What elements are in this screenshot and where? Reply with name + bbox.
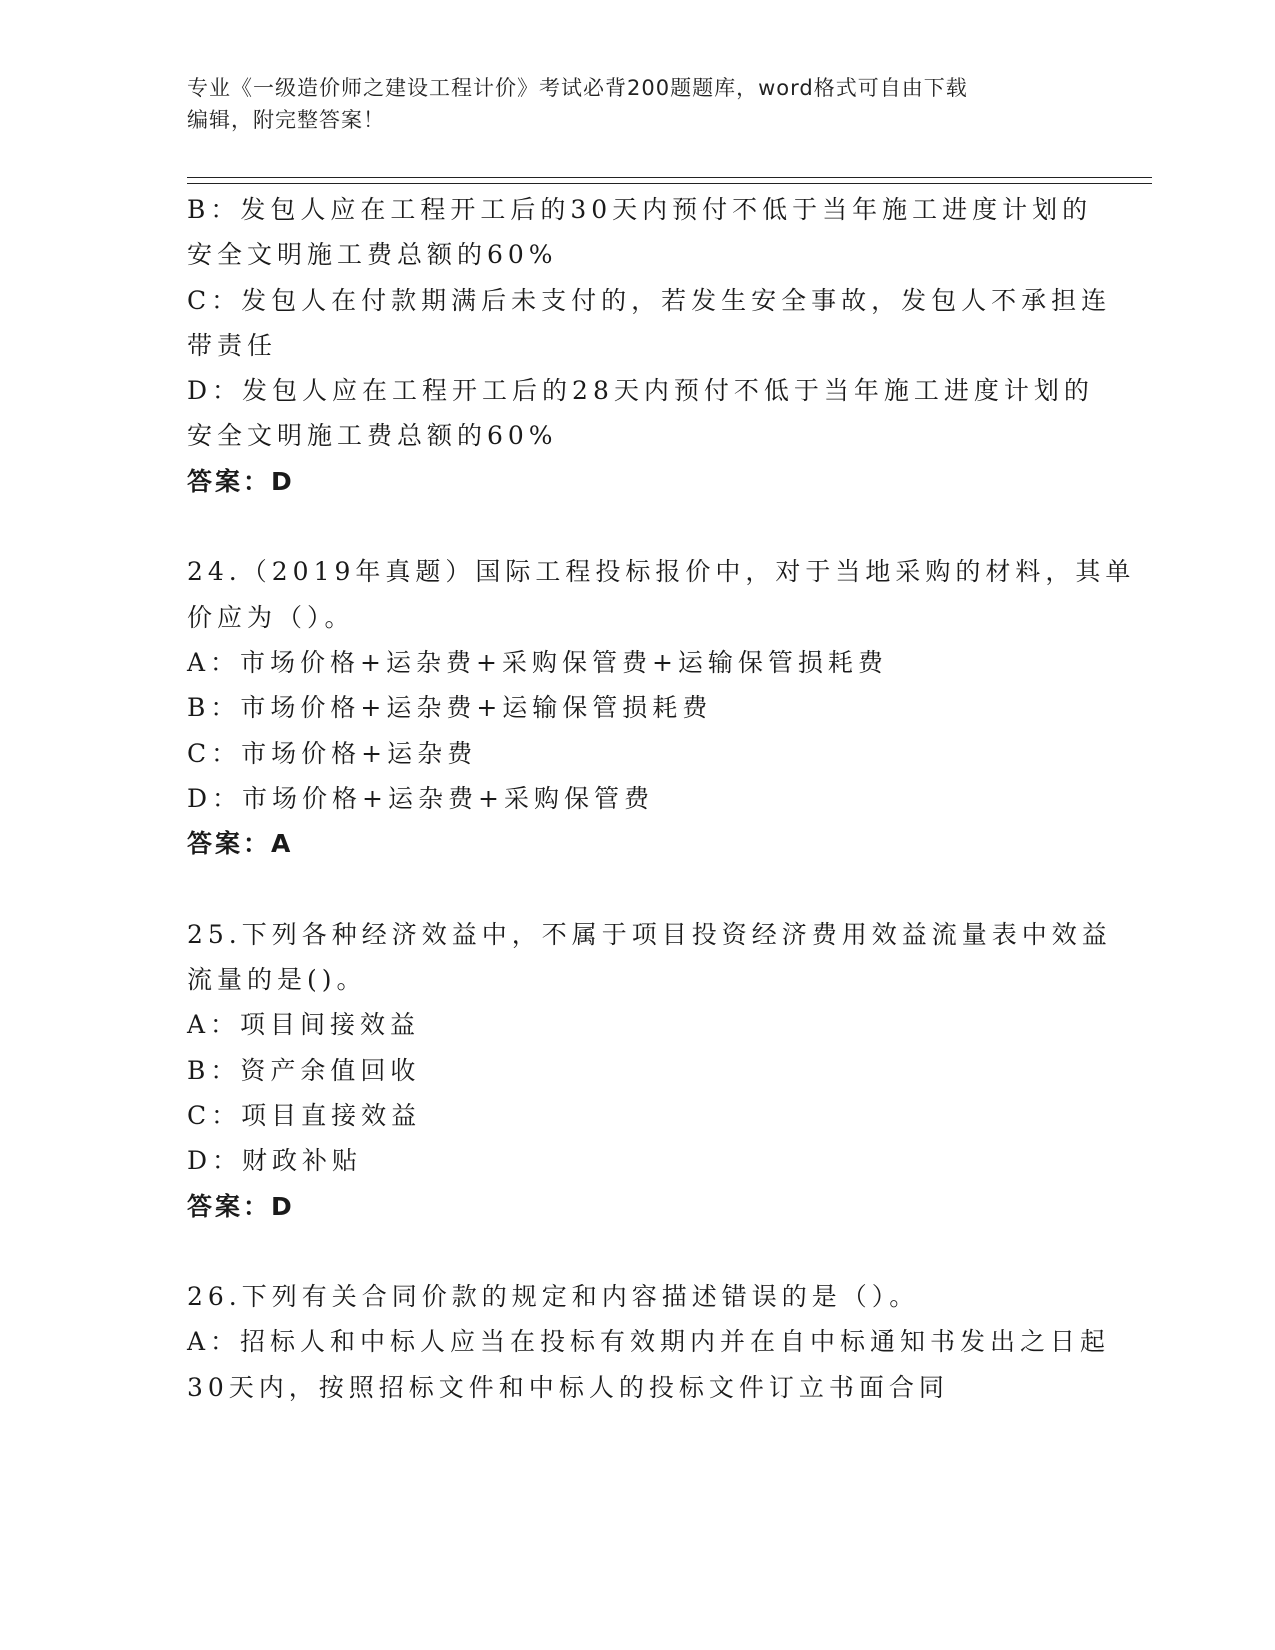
q26-stem-line-1: 26.下列有关合同价款的规定和内容描述错误的是（）。 <box>187 1282 920 1312</box>
question-24 <box>187 549 1136 866</box>
header-divider-top <box>187 177 1152 178</box>
q25-stem-line-2: 流量的是()。 <box>187 965 367 995</box>
q25-answer: 答案：D <box>187 1191 295 1221</box>
q23-option-b-line-2: 安全文明施工费总额的60% <box>187 240 558 270</box>
document-header <box>187 72 1067 136</box>
q24-stem-line-1: 24.（2019年真题）国际工程投标报价中，对于当地采购的材料，其单 <box>187 557 1136 587</box>
spacer <box>187 1229 1087 1274</box>
q23-option-c-line-2: 带责任 <box>187 330 278 360</box>
q26-option-a-line-2: 30天内，按照招标文件和中标人的投标文件订立书面合同 <box>187 1372 949 1402</box>
header-line-1: 专业《一级造价师之建设工程计价》考试必背200题题库，word格式可自由下载 <box>187 76 968 100</box>
spacer <box>187 866 1087 911</box>
q23-option-b-line-1: B：发包人应在工程开工后的30天内预付不低于当年施工进度计划的 <box>187 195 1093 224</box>
q23-option-d-line-1: D：发包人应在工程开工后的28天内预付不低于当年施工进度计划的 <box>187 376 1094 406</box>
q24-option-a: A：市场价格+运杂费+采购保管费+运输保管损耗费 <box>187 647 888 677</box>
q24-option-c: C：市场价格+运杂费 <box>187 738 478 768</box>
q26-option-a-line-1: A：招标人和中标人应当在投标有效期内并在自中标通知书发出之日起 <box>187 1327 1111 1357</box>
question-25 <box>187 912 1112 1229</box>
q23-option-d-line-2: 安全文明施工费总额的60% <box>187 421 558 451</box>
q25-option-c: C：项目直接效益 <box>187 1100 422 1130</box>
header-divider-bottom <box>187 183 1152 184</box>
header-line-2: 编辑，附完整答案！ <box>187 108 385 132</box>
q23-option-c-line-1: C：发包人在付款期满后未支付的，若发生安全事故，发包人不承担连 <box>187 285 1112 315</box>
q24-option-b: B：市场价格+运杂费+运输保管损耗费 <box>187 693 713 723</box>
q24-option-d: D：市场价格+运杂费+采购保管费 <box>187 783 654 813</box>
q25-stem-line-1: 25.下列各种经济效益中，不属于项目投资经济费用效益流量表中效益 <box>187 919 1112 949</box>
q25-option-b: B：资产余值回收 <box>187 1055 421 1085</box>
question-content <box>187 187 1136 1410</box>
q23-answer: 答案：D <box>187 466 295 496</box>
question-26 <box>187 1274 1111 1410</box>
q25-option-d: D：财政补贴 <box>187 1146 363 1176</box>
q25-option-a: A：项目间接效益 <box>187 1010 421 1040</box>
q24-answer: 答案：A <box>187 829 294 859</box>
q24-stem-line-2: 价应为（）。 <box>187 602 355 632</box>
spacer <box>187 504 1087 549</box>
question-23-tail <box>187 187 1112 504</box>
